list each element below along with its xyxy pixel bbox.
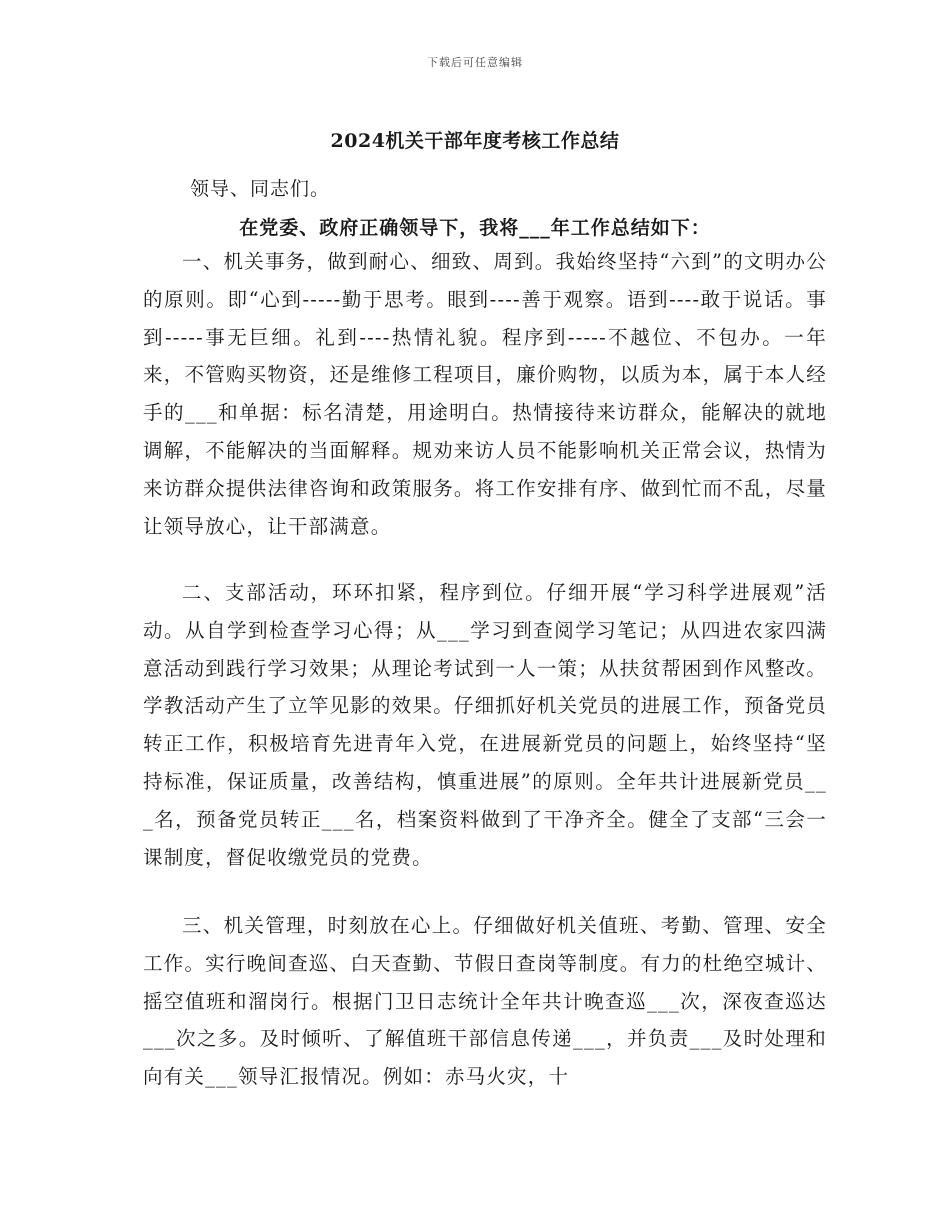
paragraph-branch-activities xyxy=(143,574,827,876)
paragraph-text: 三、机关管理，时刻放在心上。仔细做好机关值班、考勤、管理、安全工作。实行晚间查巡、白天查勤、节假日查岗等制度。有力的杜绝空城计、摇空值班和溜岗行。根据门卫日志统计全年共计晚查巡___次，深夜查巡达___次之多。及时倾听、了解值班干部信息传递___，并负责___及时处理和向有关___领导汇报情况。例如：赤马火灾，十 xyxy=(143,914,827,1089)
paragraph-office-management xyxy=(143,907,827,1096)
paragraph-text: 二、支部活动，环环扣紧，程序到位。仔细开展“学习科学进展观”活动。从自学到检查学习心得；从___学习到查阅学习笔记；从四进农家四满意活动到践行学习效果；从理论考试到一人一策；从扶贫帮困到作风整改。学教活动产生了立竿见影的效果。仔细抓好机关党员的进展工作，预备党员转正工作，积极培育先进青年入党，在进展新党员的问题上，始终坚持“坚持标准，保证质量，改善结构，慎重进展”的原则。全年共计进展新党员___名，预备党员转正___名，档案资料做到了干净齐全。健全了支部“三会一课制度，督促收缴党员的党费。 xyxy=(143,581,827,869)
greeting: 领导、同志们。 xyxy=(190,178,331,200)
summary-intro-heading: 在党委、政府正确领导下，我将___年工作总结如下： xyxy=(239,217,711,239)
header-note: 下载后可任意编辑 xyxy=(427,56,523,69)
document-title: 2024机关干部年度考核工作总结 xyxy=(330,130,620,152)
paragraph-text: 一、机关事务，做到耐心、细致、周到。我始终坚持“六到”的文明办公的原则。即“心到-----勤于思考。眼到----善于观察。语到----敢于说话。事到-----事无巨细。礼到----热情礼貌。程序到-----不越位、不包办。一年来，不管购买物资，还是维修工程项目，廉价购物，以质为本，属于本人经手的___和单据：标名清楚，用途明白。热情接待来访群众，能解决的就地调解，不能解决的当面解释。规劝来访人员不能影响机关正常会议，热情为来访群众提供法律咨询和政策服务。将工作安排有序、做到忙而不乱，尽量让领导放心，让干部满意。 xyxy=(143,250,827,538)
paragraph-office-affairs xyxy=(143,243,827,545)
